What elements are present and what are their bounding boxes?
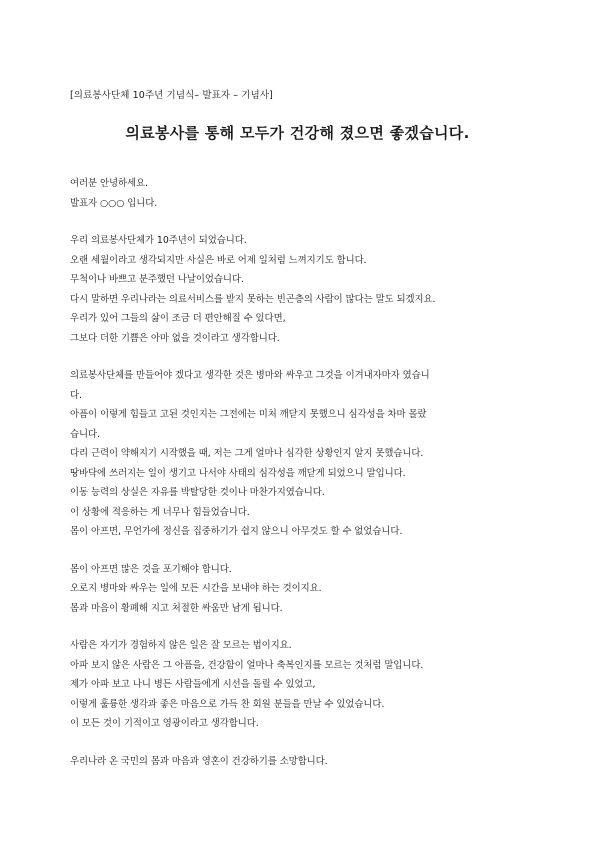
text-line: 여러분 안녕하세요.	[70, 178, 148, 189]
text-line: 습니다.	[70, 428, 100, 440]
text-line: 몸과 마음이 황폐해 지고 처절한 싸움만 남게 됩니다.	[70, 602, 283, 614]
paragraph	[70, 174, 530, 213]
text-line: 우리가 있어 그들의 삶이 조금 더 편안해질 수 있다면,	[70, 313, 286, 324]
paragraph	[70, 752, 530, 772]
text-line: 이 모든 것이 기적이고 영광이라고 생각합니다.	[70, 718, 259, 729]
text-line: 오로지 병마와 싸우는 일에 모든 시간을 보내야 하는 것이지요.	[70, 583, 322, 594]
text-line: 땅바닥에 쓰러지는 일이 생기고 나서야 사태의 심각성을 깨닫게 되었으니 말입니다.	[70, 467, 406, 479]
text-line: 다시 말하면 우리나라는 의료서비스를 받지 못하는 빈곤층의 사람이 많다는 말도 되겠지요.	[70, 293, 436, 305]
text-line: 무척이나 바쁘고 분주했던 나날이었습니다.	[70, 274, 244, 285]
text-line: 우리 의료봉사단체가 10주년이 되었습니다.	[70, 235, 247, 246]
paragraph	[70, 231, 530, 348]
text-line: 다.	[70, 389, 82, 401]
text-line: 몸이 아프면, 무언가에 정신을 집중하기가 쉽지 않으니 아무것도 할 수 없었습니다.	[70, 526, 403, 537]
text-line: 몸이 아프면 많은 것을 포기해야 합니다.	[70, 563, 232, 575]
page-title: 의료봉사를 통해 모두가 건강해 졌으면 좋겠습니다.	[125, 124, 470, 142]
header-tag: [의료봉사단체 10주년 기념식– 발표자 – 기념사]	[70, 90, 273, 101]
text-line: 우리나라 온 국민의 몸과 마음과 영혼이 건강하기를 소망합니다.	[70, 755, 328, 767]
text-line: 오랜 세월이라고 생각되지만 사실은 바로 어제 일처럼 느껴지기도 합니다.	[70, 254, 367, 266]
text-line: 아파 보지 않은 사람은 그 아픔을, 건강함이 얼마나 축복인지를 모르는 것처럼 말입니다.	[70, 659, 424, 671]
text-line: 제가 아파 보고 나니 병든 사람들에게 시선을 돌릴 수 있었고,	[70, 679, 316, 690]
text-line: 의료봉사단체를 만들어야 겠다고 생각한 것은 병마와 싸우고 그것을 이겨내자마자 였습니	[70, 370, 430, 381]
document-body	[70, 174, 530, 789]
text-line: 사람은 자기가 경험하지 않은 일은 잘 모르는 법이지요.	[70, 640, 292, 651]
text-line: 이 상황에 적응하는 게 너무나 힘들었습니다.	[70, 506, 250, 518]
paragraph	[70, 560, 530, 619]
text-line: 그보다 더한 기쁨은 아마 없을 것이라고 생각합니다.	[70, 332, 280, 344]
text-line: 아픔이 이렇게 힘들고 고된 것인지는 그전에는 미처 깨닫지 못했으니 심각성을 차마 몰랐	[70, 409, 427, 420]
text-line: 다리 근력이 약해지기 시작했을 때, 저는 그게 얼마나 심각한 상황인지 알지 못했습니다.	[70, 448, 424, 459]
text-line: 이동 능력의 상실은 자유를 박탈당한 것이나 마찬가지였습니다.	[70, 487, 325, 498]
text-line: 발표자 ○○○ 입니다.	[70, 197, 158, 209]
paragraph	[70, 366, 530, 542]
text-line: 이렇게 훌륭한 생각과 좋은 마음으로 가득 찬 회원 분들을 만날 수 있었습니다.	[70, 698, 385, 710]
paragraph	[70, 636, 530, 734]
